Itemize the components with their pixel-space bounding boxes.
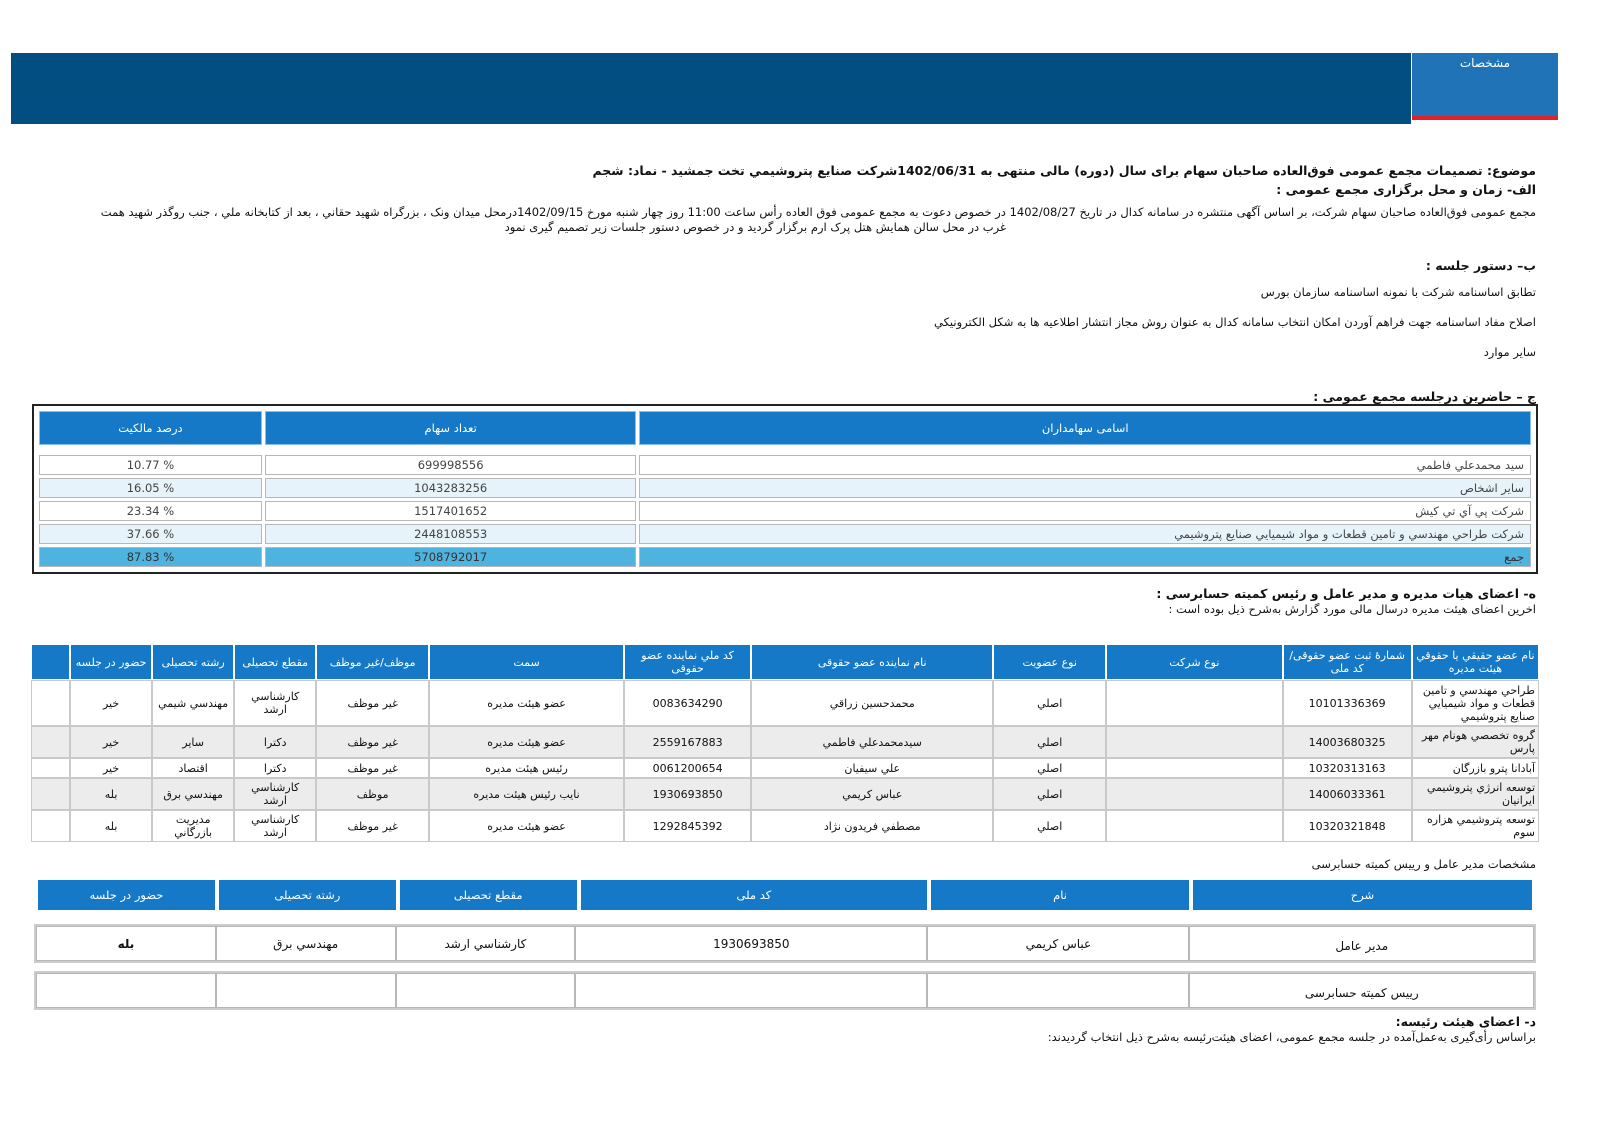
degree bbox=[396, 973, 576, 1008]
position: نايب رئيس هيئت مديره bbox=[429, 778, 624, 810]
total-share-count: 5708792017 bbox=[265, 547, 637, 567]
header-banner bbox=[11, 53, 1411, 124]
extra-cell bbox=[31, 680, 70, 726]
executive-status: غير موظف bbox=[316, 680, 429, 726]
company-type bbox=[1106, 810, 1282, 842]
table-row bbox=[31, 810, 1539, 842]
person-name: عباس کريمي bbox=[927, 926, 1189, 961]
section-d-title: ه- اعضای هيات مديره و مدير عامل و رئيس کميته حسابرسی : bbox=[1156, 586, 1536, 601]
total-label: جمع bbox=[639, 547, 1531, 567]
extra-cell bbox=[31, 758, 70, 778]
attendance: خير bbox=[70, 758, 152, 778]
company-type bbox=[1106, 726, 1282, 758]
extra-cell bbox=[31, 778, 70, 810]
representative-id: 1930693850 bbox=[624, 778, 751, 810]
col-description: شرح bbox=[1193, 880, 1532, 910]
section-a-text bbox=[26, 205, 1536, 235]
company-type bbox=[1106, 680, 1282, 726]
col-registration-number: شمارۀ ثبت عضو حقوقی/کد ملی bbox=[1283, 644, 1412, 680]
audit-chair-row bbox=[34, 971, 1536, 1010]
registration-number: 10101336369 bbox=[1283, 680, 1412, 726]
member-name: گروه تخصصي هونام مهر پارس bbox=[1412, 726, 1539, 758]
registration-number: 10320313163 bbox=[1283, 758, 1412, 778]
col-attendance: حضور در جلسه bbox=[70, 644, 152, 680]
col-attendance: حضور در جلسه bbox=[38, 880, 215, 910]
role: رييس کميته حسابرسی bbox=[1189, 973, 1534, 1008]
agenda-item-3: ساير موارد bbox=[1483, 345, 1536, 359]
table-row bbox=[31, 778, 1539, 810]
total-ownership-percent: % 87.83 bbox=[39, 547, 262, 567]
membership-type: اصلي bbox=[993, 758, 1106, 778]
field: اقتصاد bbox=[152, 758, 234, 778]
registration-number: 14006033361 bbox=[1283, 778, 1412, 810]
position: عضو هيئت مديره bbox=[429, 680, 624, 726]
person-name bbox=[927, 973, 1189, 1008]
col-representative-name: نام نماينده عضو حقوقی bbox=[751, 644, 993, 680]
extra-cell bbox=[31, 726, 70, 758]
degree: دکترا bbox=[234, 726, 316, 758]
col-ownership-percent: درصد مالکيت bbox=[39, 411, 262, 445]
tab-specs[interactable]: مشخصات bbox=[1412, 53, 1558, 120]
col-extra bbox=[31, 644, 70, 680]
position: عضو هيئت مديره bbox=[429, 810, 624, 842]
col-national-id: کد ملی bbox=[581, 880, 927, 910]
table-row bbox=[31, 726, 1539, 758]
agenda-item-1: تطابق اساسنامه شرکت با نمونه اساسنامه سازمان بورس bbox=[1260, 285, 1536, 299]
registration-number: 10320321848 bbox=[1283, 810, 1412, 842]
representative-id: 0061200654 bbox=[624, 758, 751, 778]
extra-cell bbox=[31, 810, 70, 842]
member-name: توسعه پتروشيمي هزاره سوم bbox=[1412, 810, 1539, 842]
section-f-title: د- اعضای هيئت رئيسه: bbox=[1395, 1014, 1536, 1029]
member-name: طراحي مهندسي و تامين قطعات و مواد شيميايي صنايع پتروشيمي bbox=[1412, 680, 1539, 726]
field: مهندسي برق bbox=[216, 926, 396, 961]
company-type bbox=[1106, 758, 1282, 778]
table-header-row bbox=[38, 880, 1532, 910]
section-f-text: براساس رأی‌گيری به‌عمل‌آمده در جلسه مجمع عمومی، اعضای هيئت‌رئيسه به‌شرح ذيل انتخاب گرديدند: bbox=[1047, 1030, 1536, 1044]
role: مدير عامل bbox=[1189, 926, 1534, 961]
agenda-item-2: اصلاح مفاد اساسنامه جهت فراهم آوردن امکان انتخاب سامانه کدال به عنوان روش مجاز انتشار اطلاعيه ها به شکل الکترونيکي bbox=[933, 315, 1536, 329]
representative-name: مصطفي فريدون نژاد bbox=[751, 810, 993, 842]
section-c-title: ج – حاضرين درجلسه مجمع عمومی : bbox=[1313, 389, 1536, 404]
degree: کارشناسي ارشد bbox=[396, 926, 576, 961]
table-header-row bbox=[31, 644, 1539, 680]
col-field: رشته تحصيلی bbox=[152, 644, 234, 680]
degree: کارشناسي ارشد bbox=[234, 680, 316, 726]
executive-status: موظف bbox=[316, 778, 429, 810]
shareholder-name: شرکت طراحي مهندسي و تامين قطعات و مواد شيميايي صنايع پتروشيمي bbox=[639, 524, 1531, 544]
col-name: نام bbox=[931, 880, 1189, 910]
shareholder-name: شرکت پي آي تي کيش bbox=[639, 501, 1531, 521]
col-field: رشته تحصيلی bbox=[219, 880, 396, 910]
field bbox=[216, 973, 396, 1008]
field: مهندسي شيمي bbox=[152, 680, 234, 726]
table-row bbox=[39, 478, 1531, 498]
shareholder-name: ساير اشخاص bbox=[639, 478, 1531, 498]
ownership-percent: % 16.05 bbox=[39, 478, 262, 498]
shareholder-name: سيد محمدعلي فاطمي bbox=[639, 455, 1531, 475]
attendance: خير bbox=[70, 726, 152, 758]
table-row bbox=[31, 680, 1539, 726]
col-degree: مقطع تحصيلی bbox=[400, 880, 577, 910]
executive-status: غير موظف bbox=[316, 726, 429, 758]
representative-name: محمدحسين زراقي bbox=[751, 680, 993, 726]
member-name: توسعه انرژي پتروشيمي ايرانيان bbox=[1412, 778, 1539, 810]
table-row bbox=[39, 501, 1531, 521]
registration-number: 14003680325 bbox=[1283, 726, 1412, 758]
representative-id: 1292845392 bbox=[624, 810, 751, 842]
executive-status: غير موظف bbox=[316, 810, 429, 842]
field: مهندسي برق bbox=[152, 778, 234, 810]
col-degree: مقطع تحصيلی bbox=[234, 644, 316, 680]
col-executive-status: موظف/غير موظف bbox=[316, 644, 429, 680]
national-id bbox=[575, 973, 927, 1008]
membership-type: اصلي bbox=[993, 810, 1106, 842]
col-position: سمت bbox=[429, 644, 624, 680]
attendance: بله bbox=[70, 778, 152, 810]
degree: کارشناسي ارشد bbox=[234, 778, 316, 810]
representative-id: 0083634290 bbox=[624, 680, 751, 726]
representative-name: سيدمحمدعلي فاطمي bbox=[751, 726, 993, 758]
company-type bbox=[1106, 778, 1282, 810]
membership-type: اصلي bbox=[993, 680, 1106, 726]
ownership-percent: % 23.34 bbox=[39, 501, 262, 521]
section-a-line2: غرب در محل سالن همايش هتل پرک ارم برگزار گرديد و در خصوص دستور جلسات زير تصميم گيری نمود bbox=[504, 220, 1006, 234]
degree: دکترا bbox=[234, 758, 316, 778]
col-share-count: تعداد سهام bbox=[265, 411, 637, 445]
representative-name: علي سيفيان bbox=[751, 758, 993, 778]
ownership-percent: % 10.77 bbox=[39, 455, 262, 475]
ownership-percent: % 37.66 bbox=[39, 524, 262, 544]
position: رئيس هيئت مديره bbox=[429, 758, 624, 778]
table-row bbox=[31, 758, 1539, 778]
table-header-row bbox=[39, 411, 1531, 445]
membership-type: اصلي bbox=[993, 726, 1106, 758]
table-total-row bbox=[39, 547, 1531, 567]
representative-name: عباس کريمي bbox=[751, 778, 993, 810]
section-b-title: ب– دستور جلسه : bbox=[1425, 258, 1536, 273]
section-a-title: الف- زمان و محل برگزاری مجمع عمومی : bbox=[1276, 182, 1536, 197]
share-count: 2448108553 bbox=[265, 524, 637, 544]
share-count: 699998556 bbox=[265, 455, 637, 475]
table-row bbox=[39, 455, 1531, 475]
attendance: بله bbox=[70, 810, 152, 842]
col-company-type: نوع شرکت bbox=[1106, 644, 1282, 680]
col-member-name: نام عضو حقيقي يا حقوقي هيئت مديره bbox=[1412, 644, 1539, 680]
table-row bbox=[39, 524, 1531, 544]
national-id: 1930693850 bbox=[575, 926, 927, 961]
attendance bbox=[36, 973, 216, 1008]
attendance: بله bbox=[36, 926, 216, 961]
executive-status: غير موظف bbox=[316, 758, 429, 778]
section-d-subtitle: اخرين اعضای هيئت مديره درسال مالی مورد گزارش به‌شرح ذيل بوده است : bbox=[1168, 602, 1536, 616]
section-a-line1: مجمع عمومی فوق‌العاده صاحبان سهام شرکت، بر اساس آگهی منتشره در سامانه کدال در تاريخ 1402/08/27 در خصوص دعوت به مجمع عمومی فوق العاده رأس ساعت 11:00 روز چهار شنبه مورخ 1402/09/15درمحل ميدان ونک ، بزرگراه شهيد حقاني ، بعد از کتابخانه ملي ، جنب روگذر شهيد همت bbox=[100, 205, 1536, 219]
share-count: 1517401652 bbox=[265, 501, 637, 521]
col-membership-type: نوع عضويت bbox=[993, 644, 1106, 680]
board-members-table bbox=[31, 644, 1539, 842]
attendance: خير bbox=[70, 680, 152, 726]
share-count: 1043283256 bbox=[265, 478, 637, 498]
position: عضو هيئت مديره bbox=[429, 726, 624, 758]
representative-id: 2559167883 bbox=[624, 726, 751, 758]
ceo-audit-table bbox=[34, 876, 1536, 1010]
col-representative-id: کد ملي نماينده عضو حقوقی bbox=[624, 644, 751, 680]
shareholders-table bbox=[32, 404, 1538, 574]
col-shareholder-name: اسامی سهامداران bbox=[639, 411, 1531, 445]
section-e-title: مشخصات مدير عامل و رييس کميته حسابرسی bbox=[1311, 857, 1536, 871]
degree: کارشناسي ارشد bbox=[234, 810, 316, 842]
field: مديريت بازرگاني bbox=[152, 810, 234, 842]
spacer bbox=[39, 448, 1531, 452]
ceo-row bbox=[34, 924, 1536, 963]
member-name: آبادانا پترو بازرگان bbox=[1412, 758, 1539, 778]
membership-type: اصلي bbox=[993, 778, 1106, 810]
field: ساير bbox=[152, 726, 234, 758]
subject-title: موضوع: تصميمات مجمع عمومی فوق‌العاده صاحبان سهام برای سال (دوره) مالی منتهی به 1402/06/31شرکت صنايع پتروشيمي تخت جمشيد - نماد: شجم bbox=[592, 163, 1536, 178]
